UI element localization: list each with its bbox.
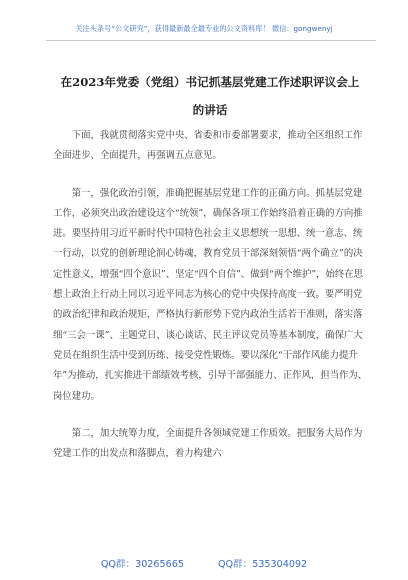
title-line-2: 的讲话 xyxy=(192,103,228,117)
paragraph-point-1: 第一，强化政治引领，准确把握基层党建工作的正确方向。抓基层党建工作，必须突出政治建设这个“统领”，确保各项工作始终沿着正确的方向推进。要坚持用习近平新时代中国特色社会主义思想统一思想、统一意志、统一行动，以党的创新理论润心铸魂，教育党员干部深刻领悟“两个确立”的决定性意义，增强“四个意识”、坚定“四个自信”、做到“两个维护”，始终在思想上政治上行动上同以习近平同志为核心的党中央保持高度一致。要严明党的政治纪律和政治规矩，严格执行新形势下党内政治生活若干准则，落实落细“三会一课”、主题党日、谈心谈话、民主评议党员等基本制度，确保广大党员在组织生活中受到历练、接受党性锻炼。要以深化“干部作风能力提升年”为推动，扎实推进干部绩效考核，引导干部强能力、正作风，担当作为、岗位建功。 xyxy=(53,187,368,402)
qq-group-2: QQ群：535304092 xyxy=(217,559,308,570)
title-line-1: 在2023年党委（党组）书记抓基层党建工作述职评议会上 xyxy=(60,75,360,89)
document-body xyxy=(53,126,371,464)
qq-group-1: QQ群：30265665 xyxy=(100,559,184,570)
header-divider xyxy=(46,40,376,41)
paragraph-point-2: 第二，加大统筹力度，全面提升各领域党建工作质效。把服务大局作为党建工作的出发点和落脚点，着力构建六 xyxy=(53,427,363,460)
paragraph-intro: 下面，我就贯彻落实党中央、省委和市委部署要求，推动全区组织工作全面进步、全面提升，再强调五点意见。 xyxy=(53,130,363,162)
qq-footer xyxy=(0,556,408,570)
promo-header: 关注头条号“公文研究”，获得最新最全最专业的公文资料库！ 微信：gongwenyj xyxy=(75,24,333,33)
document-title xyxy=(40,68,380,124)
